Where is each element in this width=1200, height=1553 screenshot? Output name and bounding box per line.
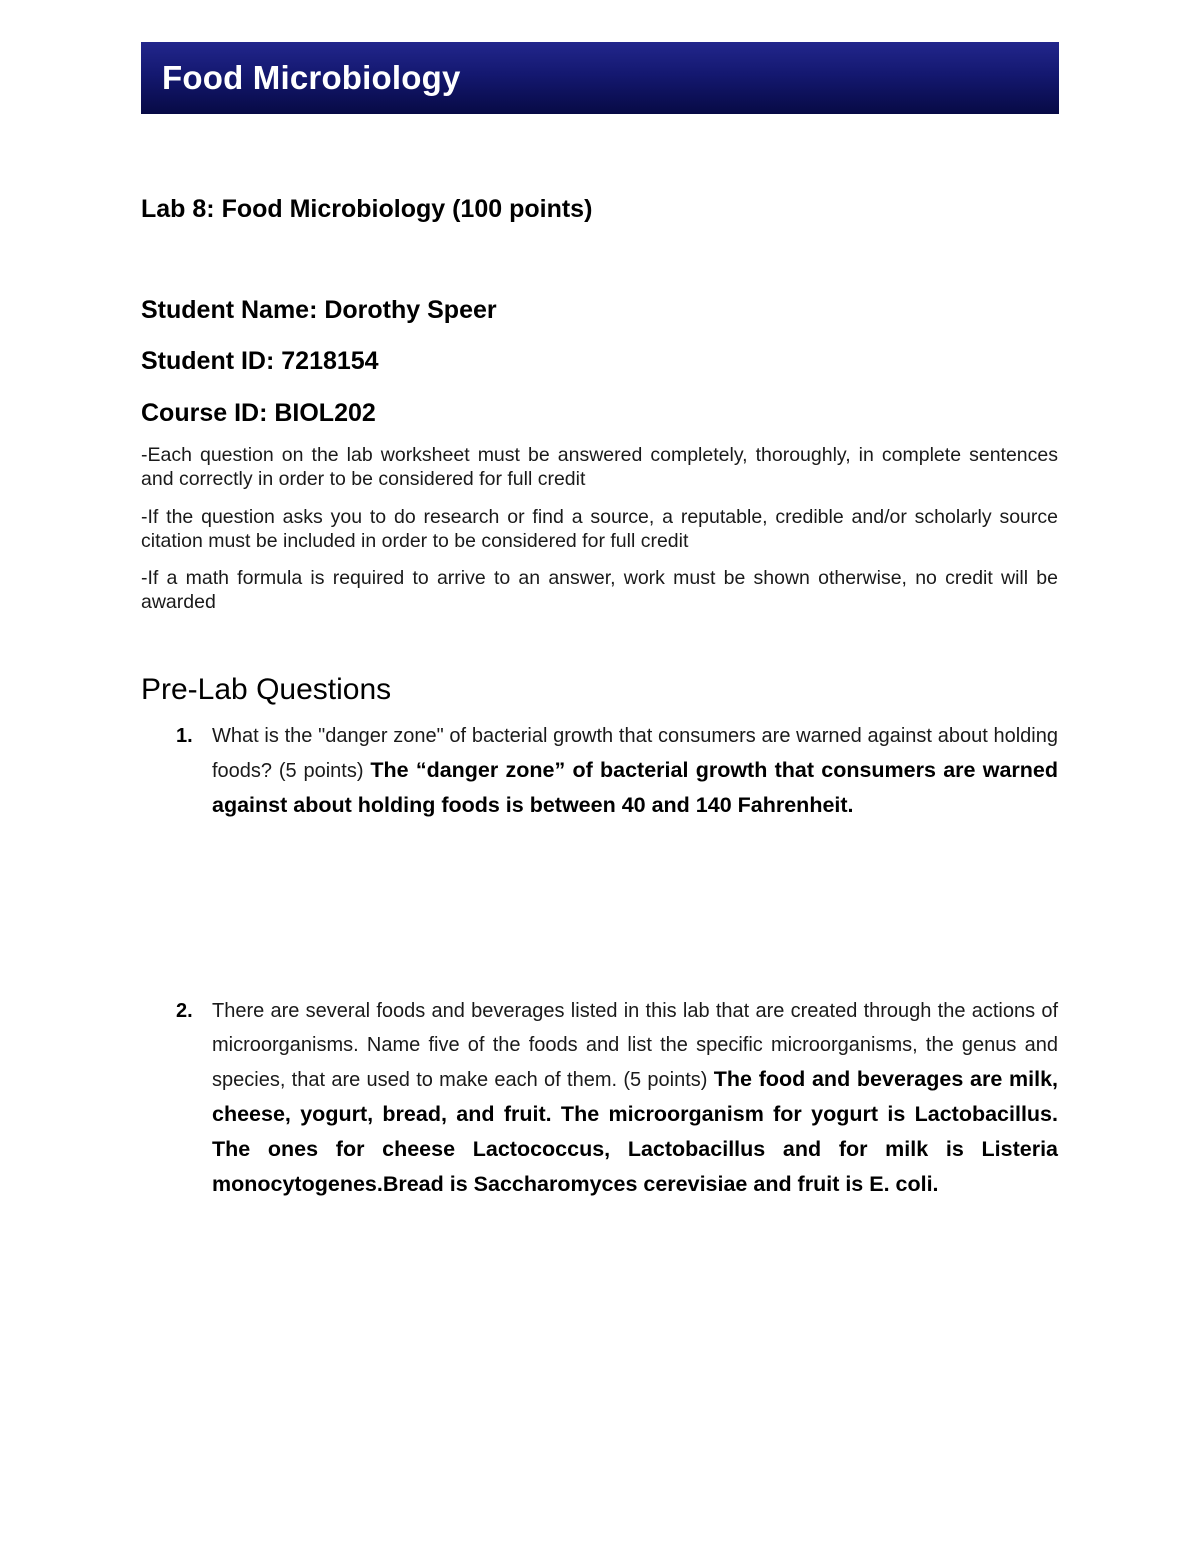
question-answer: The food and beverages are milk, cheese, yogurt, bread, and fruit. The microorganism for yogurt is Lactobacillus. The ones for cheese Lactococcus, Lactobacillus and for milk is Listeria monocytogenes.Bread is Saccharomyces cerevisiae and fruit is E. coli.: [212, 1067, 1059, 1196]
question-body: [212, 719, 1058, 823]
instruction-rule-3: -If a math formula is required to arrive to an answer, work must be shown otherwise, no credit will be awarded: [141, 567, 1058, 613]
section-heading: Pre-Lab Questions: [141, 673, 392, 706]
question-prompt: What is the "danger zone" of bacterial growth that consumers are warned against about holding foods? (5 points): [212, 725, 1058, 782]
question-number: 2.: [176, 1000, 193, 1022]
student-name: Student Name: Dorothy Speer: [141, 296, 497, 324]
instruction-rule-1: -Each question on the lab worksheet must be answered completely, thoroughly, in complete sentences and correctly in order to be considered for full credit: [141, 444, 1058, 490]
instruction-rule-2: -If the question asks you to do research or find a source, a reputable, credible and/or scholarly source citation must be included in order to be considered for full credit: [141, 506, 1058, 552]
question-answer: The “danger zone” of bacterial growth that consumers are warned against about holding foods is between 40 and 140 Fahrenheit.: [212, 758, 1058, 817]
question-body: [212, 994, 1058, 1202]
question-number: 1.: [176, 725, 193, 747]
lab-title: Lab 8: Food Microbiology (100 points): [141, 195, 593, 223]
question-2: [141, 994, 1058, 1202]
question-1: [141, 719, 1058, 823]
student-id: Student ID: 7218154: [141, 347, 379, 375]
banner-title: Food Microbiology: [162, 59, 461, 96]
header-banner: [141, 42, 1059, 114]
course-id: Course ID: BIOL202: [141, 399, 376, 427]
question-prompt: There are several foods and beverages listed in this lab that are created through the actions of microorganisms. Name five of the foods and list the specific microorganisms, the genus and species, that are used to make each of them. (5 points): [212, 1000, 1058, 1091]
